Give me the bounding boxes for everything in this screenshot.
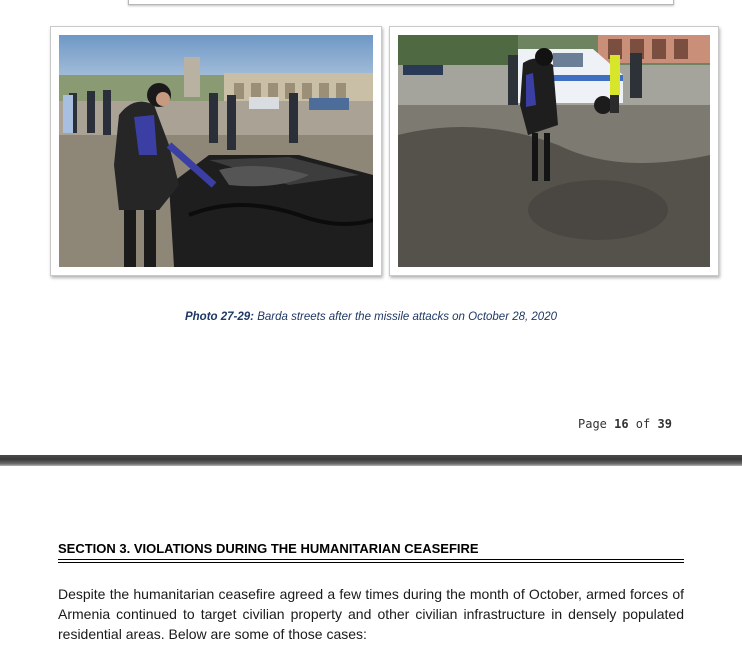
heading-rule-top	[58, 559, 684, 560]
caption-label: Photo 27-29:	[184, 311, 254, 323]
page-total: 39	[657, 417, 672, 431]
page-number	[578, 417, 672, 431]
photo-frame-right	[389, 26, 719, 276]
caption-text: Barda streets after the missile attacks on October 28, 2020	[254, 311, 557, 323]
page-prefix: Page	[578, 417, 615, 431]
previous-photo-frame	[128, 0, 674, 5]
street-scene-photo-icon	[398, 35, 710, 267]
section-paragraph: Despite the humanitarian ceasefire agreed a few times during the month of October, armed forces of Armenia continued to target civilian property and other civilian infrastructure in densely populated residential areas. Below are some of those cases:	[58, 586, 684, 642]
page-middle: of	[628, 417, 658, 431]
burned-car-photo-icon	[59, 35, 373, 267]
section-heading: SECTION 3. VIOLATIONS DURING THE HUMANITARIAN CEASEFIRE	[58, 541, 479, 556]
page-separator	[0, 455, 742, 466]
page-current: 16	[614, 417, 629, 431]
photo-frame-left	[50, 26, 382, 276]
photo-caption	[0, 311, 742, 323]
heading-rule-bottom	[58, 562, 684, 563]
